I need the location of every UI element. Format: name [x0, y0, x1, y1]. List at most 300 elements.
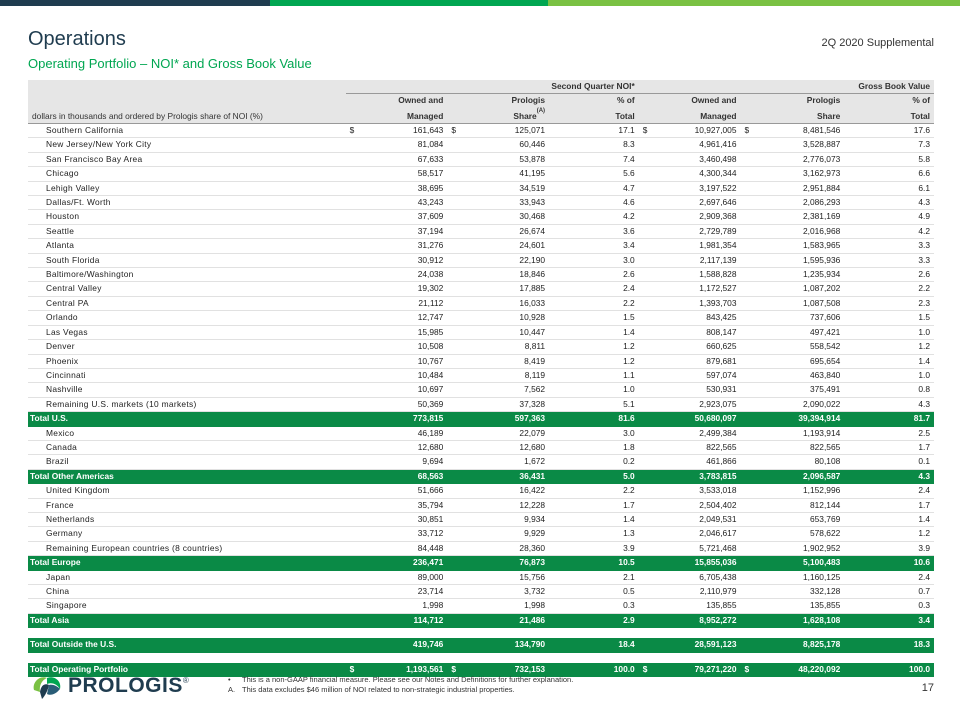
- dollar-sign: [447, 469, 467, 483]
- noi-pct-cell: 3.4: [549, 239, 639, 253]
- dollar-sign: [447, 638, 467, 652]
- col-gbv-share: Share: [741, 108, 845, 124]
- dollar-sign: [639, 224, 659, 238]
- gbv-pct-cell: 0.1: [844, 455, 934, 469]
- dollar-sign: [741, 527, 761, 541]
- table-row: [28, 498, 934, 512]
- dollar-sign: [639, 585, 659, 599]
- noi-share-cell: 21,486: [467, 613, 549, 627]
- noi-pct-cell: 1.3: [549, 527, 639, 541]
- row-label: Total Outside the U.S.: [28, 638, 346, 652]
- gbv-pct-cell: 1.2: [844, 527, 934, 541]
- row-label: Houston: [28, 210, 346, 224]
- gbv-share-cell: 1,235,934: [760, 268, 844, 282]
- noi-owned-cell: 50,369: [366, 397, 448, 411]
- noi-table: [28, 80, 934, 677]
- gbv-pct-cell: 4.3: [844, 397, 934, 411]
- dollar-sign: [346, 585, 366, 599]
- noi-owned-cell: 67,633: [366, 152, 448, 166]
- noi-pct-cell: 1.2: [549, 340, 639, 354]
- gbv-owned-cell: 822,565: [659, 440, 741, 454]
- noi-share-cell: 125,071: [467, 124, 549, 138]
- noi-share-cell: 732,153: [467, 663, 549, 677]
- noi-share-cell: 24,601: [467, 239, 549, 253]
- dollar-sign: [639, 426, 659, 440]
- page-title: Operations: [28, 28, 126, 50]
- dollar-sign: [741, 138, 761, 152]
- dollar-sign: [639, 638, 659, 652]
- noi-share-cell: 53,878: [467, 152, 549, 166]
- page-number: 17: [921, 682, 934, 694]
- noi-share-cell: 8,119: [467, 368, 549, 382]
- dollar-sign: [447, 512, 467, 526]
- noi-owned-cell: 10,508: [366, 340, 448, 354]
- gbv-owned-cell: 79,271,220: [659, 663, 741, 677]
- dollar-sign: [741, 210, 761, 224]
- table-row: [28, 138, 934, 152]
- dollar-sign: [346, 541, 366, 555]
- noi-pct-cell: 1.4: [549, 512, 639, 526]
- row-label: Phoenix: [28, 354, 346, 368]
- gbv-owned-cell: 1,981,354: [659, 239, 741, 253]
- dollar-sign: [639, 455, 659, 469]
- dollar-sign: [447, 296, 467, 310]
- dollar-sign: [447, 239, 467, 253]
- gbv-share-cell: 2,381,169: [760, 210, 844, 224]
- col-gbv-share-top: Prologis: [741, 94, 845, 108]
- dollar-sign: [346, 181, 366, 195]
- noi-pct-cell: 18.4: [549, 638, 639, 652]
- dollar-sign: [346, 239, 366, 253]
- row-label: Mexico: [28, 426, 346, 440]
- noi-share-cell: 9,929: [467, 527, 549, 541]
- group-noi-header: Second Quarter NOI*: [346, 80, 639, 94]
- noi-owned-cell: 10,484: [366, 368, 448, 382]
- table-row: [28, 253, 934, 267]
- noi-owned-cell: 1,998: [366, 599, 448, 613]
- dollar-sign: [447, 613, 467, 627]
- noi-share-cell: 8,419: [467, 354, 549, 368]
- dollar-sign: [346, 253, 366, 267]
- dollar-sign: $: [346, 663, 366, 677]
- row-label: Remaining European countries (8 countries): [28, 541, 346, 555]
- noi-pct-cell: 2.1: [549, 570, 639, 584]
- table-row: [28, 196, 934, 210]
- noi-pct-cell: 5.0: [549, 469, 639, 483]
- noi-share-cell: 10,447: [467, 325, 549, 339]
- prologis-logo: [30, 672, 189, 700]
- gbv-owned-cell: 135,855: [659, 599, 741, 613]
- noi-pct-cell: 8.3: [549, 138, 639, 152]
- dollar-sign: [346, 152, 366, 166]
- noi-owned-cell: 31,276: [366, 239, 448, 253]
- noi-owned-cell: 236,471: [366, 556, 448, 570]
- footnote-marker: A.: [228, 685, 236, 694]
- noi-owned-cell: 24,038: [366, 268, 448, 282]
- spacer-cell: [28, 652, 934, 663]
- dollar-sign: [447, 167, 467, 181]
- dollar-sign: [346, 397, 366, 411]
- dollar-sign: [346, 210, 366, 224]
- dollar-sign: [741, 224, 761, 238]
- gbv-owned-cell: 2,697,646: [659, 196, 741, 210]
- gbv-owned-cell: 2,504,402: [659, 498, 741, 512]
- gbv-owned-cell: 2,923,075: [659, 397, 741, 411]
- dollar-sign: $: [639, 663, 659, 677]
- noi-pct-cell: 17.1: [549, 124, 639, 138]
- dollar-sign: [447, 152, 467, 166]
- dollar-sign: [639, 196, 659, 210]
- noi-share-cell: 37,328: [467, 397, 549, 411]
- table-row: [28, 383, 934, 397]
- row-label: Total U.S.: [28, 412, 346, 426]
- dollar-sign: [741, 196, 761, 210]
- dollar-sign: [447, 368, 467, 382]
- dollar-sign: [639, 239, 659, 253]
- dollar-sign: [639, 512, 659, 526]
- dollar-sign: [741, 455, 761, 469]
- row-label: Total Other Americas: [28, 469, 346, 483]
- dollar-sign: [447, 383, 467, 397]
- dollar-sign: [447, 498, 467, 512]
- dollar-sign: [741, 541, 761, 555]
- gbv-pct-cell: 17.6: [844, 124, 934, 138]
- dollar-sign: [639, 340, 659, 354]
- footnote-a-marker: (A): [536, 107, 546, 114]
- noi-share-cell: 30,468: [467, 210, 549, 224]
- table-row: [28, 268, 934, 282]
- dollar-sign: $: [741, 663, 761, 677]
- noi-pct-cell: 5.1: [549, 397, 639, 411]
- gbv-pct-cell: 100.0: [844, 663, 934, 677]
- col-noi-owned-top: Owned and: [346, 94, 448, 108]
- row-label: Canada: [28, 440, 346, 454]
- noi-pct-cell: 1.1: [549, 368, 639, 382]
- gbv-pct-cell: 1.0: [844, 368, 934, 382]
- noi-pct-cell: 100.0: [549, 663, 639, 677]
- total-row: [28, 556, 934, 570]
- dollar-sign: [639, 167, 659, 181]
- noi-share-cell: 12,228: [467, 498, 549, 512]
- dollar-sign: $: [346, 124, 366, 138]
- row-label: Total Asia: [28, 613, 346, 627]
- noi-share-cell: 22,190: [467, 253, 549, 267]
- noi-owned-cell: 15,985: [366, 325, 448, 339]
- gbv-owned-cell: 3,533,018: [659, 484, 741, 498]
- noi-owned-cell: 37,194: [366, 224, 448, 238]
- row-label: Baltimore/Washington: [28, 268, 346, 282]
- gbv-pct-cell: 5.8: [844, 152, 934, 166]
- dollar-sign: [741, 469, 761, 483]
- dollar-sign: [741, 383, 761, 397]
- dollar-sign: [447, 599, 467, 613]
- noi-pct-cell: 7.4: [549, 152, 639, 166]
- gbv-pct-cell: 1.4: [844, 512, 934, 526]
- dollar-sign: [447, 181, 467, 195]
- noi-pct-cell: 1.0: [549, 383, 639, 397]
- noi-pct-cell: 1.2: [549, 354, 639, 368]
- noi-share-cell: 16,033: [467, 296, 549, 310]
- dollar-sign: [639, 181, 659, 195]
- dollar-sign: [447, 253, 467, 267]
- table-row: [28, 224, 934, 238]
- logo-registered-mark: ®: [182, 676, 189, 685]
- noi-pct-cell: 2.9: [549, 613, 639, 627]
- dollar-sign: [346, 613, 366, 627]
- dollar-sign: [639, 138, 659, 152]
- noi-pct-cell: 3.9: [549, 541, 639, 555]
- gbv-owned-cell: 2,909,368: [659, 210, 741, 224]
- group-gbv-header: Gross Book Value: [639, 80, 934, 94]
- row-label: South Florida: [28, 253, 346, 267]
- noi-pct-cell: 0.5: [549, 585, 639, 599]
- noi-owned-cell: 35,794: [366, 498, 448, 512]
- col-noi-share-label: Share: [513, 110, 537, 121]
- dollar-sign: $: [447, 663, 467, 677]
- noi-owned-cell: 51,666: [366, 484, 448, 498]
- row-label: Cincinnati: [28, 368, 346, 382]
- gbv-pct-cell: 3.4: [844, 613, 934, 627]
- dollar-sign: [346, 426, 366, 440]
- row-label: Central Valley: [28, 282, 346, 296]
- table-row: [28, 124, 934, 138]
- gbv-share-cell: 3,528,887: [760, 138, 844, 152]
- noi-owned-cell: 30,912: [366, 253, 448, 267]
- gbv-share-cell: 375,491: [760, 383, 844, 397]
- noi-pct-cell: 2.6: [549, 268, 639, 282]
- gbv-owned-cell: 461,866: [659, 455, 741, 469]
- gbv-share-cell: 3,162,973: [760, 167, 844, 181]
- row-label: Singapore: [28, 599, 346, 613]
- row-label: Lehigh Valley: [28, 181, 346, 195]
- noi-pct-cell: 1.7: [549, 498, 639, 512]
- dollar-sign: [447, 484, 467, 498]
- dollar-sign: [639, 613, 659, 627]
- dollar-sign: [346, 556, 366, 570]
- dollar-sign: [741, 484, 761, 498]
- col-gbv-owned: Managed: [639, 108, 741, 124]
- table-row: [28, 325, 934, 339]
- noi-pct-cell: 1.8: [549, 440, 639, 454]
- noi-share-cell: 60,446: [467, 138, 549, 152]
- gbv-share-cell: 1,152,996: [760, 484, 844, 498]
- noi-owned-cell: 773,815: [366, 412, 448, 426]
- top-color-bar: [0, 0, 960, 6]
- spacer-cell: [28, 628, 934, 639]
- noi-share-cell: 597,363: [467, 412, 549, 426]
- gbv-share-cell: 39,394,914: [760, 412, 844, 426]
- row-label: China: [28, 585, 346, 599]
- gbv-share-cell: 8,481,546: [760, 124, 844, 138]
- gbv-owned-cell: 10,927,005: [659, 124, 741, 138]
- noi-pct-cell: 0.2: [549, 455, 639, 469]
- gbv-share-cell: 2,086,293: [760, 196, 844, 210]
- noi-share-cell: 1,998: [467, 599, 549, 613]
- table-row: [28, 210, 934, 224]
- dollar-sign: [741, 613, 761, 627]
- dollar-sign: [741, 556, 761, 570]
- noi-share-cell: 9,934: [467, 512, 549, 526]
- noi-owned-cell: 38,695: [366, 181, 448, 195]
- dollar-sign: [346, 512, 366, 526]
- noi-pct-cell: 5.6: [549, 167, 639, 181]
- dollar-sign: [447, 224, 467, 238]
- dollar-sign: [639, 440, 659, 454]
- total-row: [28, 638, 934, 652]
- dollar-sign: [639, 570, 659, 584]
- table-row: [28, 167, 934, 181]
- dollar-sign: [639, 296, 659, 310]
- gbv-owned-cell: 4,961,416: [659, 138, 741, 152]
- noi-owned-cell: 84,448: [366, 541, 448, 555]
- gbv-owned-cell: 1,172,527: [659, 282, 741, 296]
- table-row: [28, 368, 934, 382]
- noi-share-cell: 26,674: [467, 224, 549, 238]
- gbv-pct-cell: 4.9: [844, 210, 934, 224]
- noi-owned-cell: 9,694: [366, 455, 448, 469]
- dollar-sign: [639, 253, 659, 267]
- dollar-sign: [447, 210, 467, 224]
- table-row: [28, 181, 934, 195]
- gbv-owned-cell: 28,591,123: [659, 638, 741, 652]
- row-label: Total Operating Portfolio: [28, 663, 346, 677]
- gbv-pct-cell: 2.4: [844, 570, 934, 584]
- dollar-sign: [346, 484, 366, 498]
- dollar-sign: $: [639, 124, 659, 138]
- supplemental-label: 2Q 2020 Supplemental: [821, 37, 934, 49]
- dollar-sign: [639, 383, 659, 397]
- row-label: Japan: [28, 570, 346, 584]
- gbv-owned-cell: 6,705,438: [659, 570, 741, 584]
- noi-pct-cell: 2.4: [549, 282, 639, 296]
- table-row: [28, 282, 934, 296]
- dollar-sign: [346, 527, 366, 541]
- noi-owned-cell: 161,643: [366, 124, 448, 138]
- noi-share-cell: 36,431: [467, 469, 549, 483]
- gbv-pct-cell: 2.5: [844, 426, 934, 440]
- gbv-share-cell: 463,840: [760, 368, 844, 382]
- total-row: [28, 469, 934, 483]
- dollar-sign: [741, 638, 761, 652]
- dollar-sign: [447, 397, 467, 411]
- dollar-sign: [741, 253, 761, 267]
- gbv-pct-cell: 10.6: [844, 556, 934, 570]
- dollar-sign: [346, 340, 366, 354]
- dollar-sign: [741, 268, 761, 282]
- gbv-pct-cell: 6.6: [844, 167, 934, 181]
- logo-text: PROLOGIS: [68, 674, 183, 697]
- dollar-sign: [447, 196, 467, 210]
- gbv-share-cell: 135,855: [760, 599, 844, 613]
- noi-pct-cell: 81.6: [549, 412, 639, 426]
- gbv-pct-cell: 3.3: [844, 239, 934, 253]
- footnote-text: This is a non-GAAP financial measure. Please see our Notes and Definitions for further explanation.: [242, 675, 574, 684]
- noi-owned-cell: 114,712: [366, 613, 448, 627]
- dollar-sign: [741, 397, 761, 411]
- gbv-pct-cell: 0.7: [844, 585, 934, 599]
- gbv-pct-cell: 0.8: [844, 383, 934, 397]
- dollar-sign: [741, 296, 761, 310]
- gbv-share-cell: 497,421: [760, 325, 844, 339]
- footnote: [228, 685, 573, 695]
- dollar-sign: [741, 311, 761, 325]
- row-label: Germany: [28, 527, 346, 541]
- noi-share-cell: 15,756: [467, 570, 549, 584]
- table-row: [28, 484, 934, 498]
- spacer-row: [28, 652, 934, 663]
- gbv-share-cell: 695,654: [760, 354, 844, 368]
- dollar-sign: [346, 638, 366, 652]
- gbv-share-cell: 1,193,914: [760, 426, 844, 440]
- dollar-sign: [346, 311, 366, 325]
- dollar-sign: [447, 556, 467, 570]
- gbv-pct-cell: 2.3: [844, 296, 934, 310]
- gbv-pct-cell: 1.2: [844, 340, 934, 354]
- noi-share-cell: 28,360: [467, 541, 549, 555]
- dollar-sign: [346, 469, 366, 483]
- dollar-sign: [741, 440, 761, 454]
- table-body: [28, 124, 934, 677]
- dollar-sign: [447, 455, 467, 469]
- noi-share-cell: 134,790: [467, 638, 549, 652]
- noi-pct-cell: 3.0: [549, 253, 639, 267]
- noi-owned-cell: 43,243: [366, 196, 448, 210]
- dollar-sign: [639, 368, 659, 382]
- dollar-sign: [639, 268, 659, 282]
- gbv-share-cell: 332,128: [760, 585, 844, 599]
- dollar-sign: [741, 325, 761, 339]
- table-row: [28, 426, 934, 440]
- col-gbv-pct: Total: [844, 108, 934, 124]
- gbv-share-cell: 2,776,073: [760, 152, 844, 166]
- table-row: [28, 541, 934, 555]
- col-noi-share-top: Prologis: [447, 94, 549, 108]
- dollar-sign: [639, 498, 659, 512]
- noi-share-cell: 41,195: [467, 167, 549, 181]
- noi-pct-cell: 4.2: [549, 210, 639, 224]
- dollar-sign: [741, 354, 761, 368]
- dollar-sign: [741, 340, 761, 354]
- noi-share-cell: 8,811: [467, 340, 549, 354]
- gbv-pct-cell: 6.1: [844, 181, 934, 195]
- col-gbv-pct-top: % of: [844, 94, 934, 108]
- noi-share-cell: 33,943: [467, 196, 549, 210]
- dollar-sign: [346, 412, 366, 426]
- table-row: [28, 152, 934, 166]
- col-noi-pct-top: % of: [549, 94, 639, 108]
- noi-owned-cell: 12,747: [366, 311, 448, 325]
- noi-share-cell: 3,732: [467, 585, 549, 599]
- gbv-pct-cell: 0.3: [844, 599, 934, 613]
- noi-owned-cell: 89,000: [366, 570, 448, 584]
- noi-pct-cell: 2.2: [549, 296, 639, 310]
- dollar-sign: [346, 138, 366, 152]
- dollar-sign: [346, 498, 366, 512]
- dollar-sign: [447, 412, 467, 426]
- noi-owned-cell: 21,112: [366, 296, 448, 310]
- gbv-share-cell: 2,016,968: [760, 224, 844, 238]
- gbv-share-cell: 8,825,178: [760, 638, 844, 652]
- gbv-share-cell: 558,542: [760, 340, 844, 354]
- gbv-share-cell: 1,628,108: [760, 613, 844, 627]
- dollar-sign: [741, 282, 761, 296]
- noi-owned-cell: 37,609: [366, 210, 448, 224]
- table-row: [28, 239, 934, 253]
- noi-share-cell: 76,873: [467, 556, 549, 570]
- row-label: Dallas/Ft. Worth: [28, 196, 346, 210]
- dollar-sign: [741, 512, 761, 526]
- dollar-sign: [346, 354, 366, 368]
